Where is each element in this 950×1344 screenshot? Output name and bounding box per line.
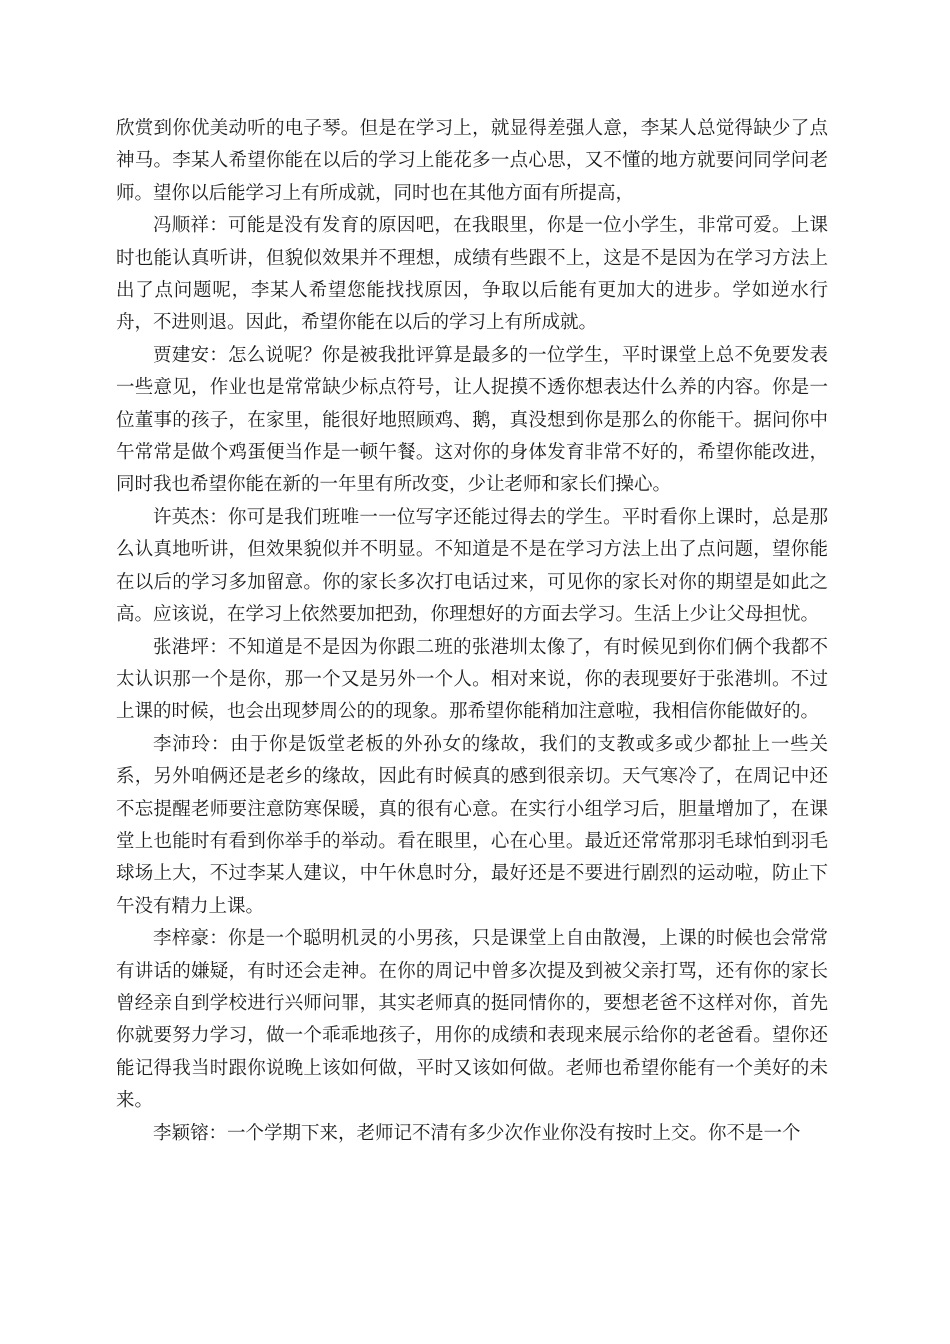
paragraph-feng-shunxiang: 冯顺祥：可能是没有发育的原因吧，在我眼里，你是一位小学生，非常可爱。上课时也能认真听讲，但貌似效果并不理想，成绩有些跟不上，这是不是因为在学习方法上出了点问题呢，李某人希望您能找找原因，争取以后能有更加大的进步。学如逆水行舟，不进则退。因此，希望你能在以后的学习上有所成就。	[116, 215, 828, 334]
paragraph-jia-jianan: 贾建安：怎么说呢？你是被我批评算是最多的一位学生，平时课堂上总不免要发表一些意见，作业也是常常缺少标点符号，让人捉摸不透你想表达什么养的内容。你是一位董事的孩子，在家里，能很好地照顾鸡、鹅，真没想到你是那么的你能干。据问你中午常常是做个鸡蛋便当作是一顿午餐。这对你的身体发育非常不好的，希望你能改进，同时我也希望你能在新的一年里有所改变，少让老师和家长们操心。	[116, 344, 828, 496]
paragraph-li-zihao: 李梓豪：你是一个聪明机灵的小男孩，只是课堂上自由散漫，上课的时候也会常常有讲话的嫌疑，有时还会走神。在你的周记中曾多次提及到被父亲打骂，还有你的家长曾经亲自到学校进行兴师问罪，其实老师真的挺同情你的，要想老爸不这样对你，首先你就要努力学习，做一个乖乖地孩子，用你的成绩和表现来展示给你的老爸看。望你还能记得我当时跟你说晚上该如何做，平时又该如何做。老师也希望你能有一个美好的未来。	[116, 928, 828, 1112]
paragraph-xu-yingjie: 许英杰：你可是我们班唯一一位写字还能过得去的学生。平时看你上课时，总是那么认真地听讲，但效果貌似并不明显。不知道是不是在学习方法上出了点问题，望你能在以后的学习多加留意。你的家长多次打电话过来，可见你的家长对你的期望是如此之高。应该说，在学习上依然要加把劲，你理想好的方面去学习。生活上少让父母担忧。	[116, 506, 828, 626]
document-body	[116, 113, 828, 1150]
paragraph-li-yingrong: 李颖镕：一个学期下来，老师记不清有多少次作业你没有按时上交。你不是一个	[153, 1122, 801, 1144]
paragraph-continuation: 欣赏到你优美动听的电子琴。但是在学习上，就显得差强人意，李某人总觉得缺少了点神马。李某人希望你能在以后的学习上能花多一点心思，又不懂的地方就要问同学问老师。望你以后能学习上有所成就，同时也在其他方面有所提高，	[116, 118, 828, 204]
paragraph-li-peiling: 李沛玲：由于你是饭堂老板的外孙女的缘故，我们的支教或多或少都扯上一些关系，另外咱俩还是老乡的缘故，因此有时候真的感到很亲切。天气寒冷了，在周记中还不忘提醒老师要注意防寒保暖，真的很有心意。在实行小组学习后，胆量增加了，在课堂上也能时有看到你举手的举动。看在眼里，心在心里。最近还常常那羽毛球怕到羽毛球场上大，不过李某人建议，中午休息时分，最好还是不要进行剧烈的运动啦，防止下午没有精力上课。	[116, 733, 828, 917]
paragraph-zhang-gangping: 张港坪：不知道是不是因为你跟二班的张港圳太像了，有时候见到你们俩个我都不太认识那一个是你，那一个又是另外一个人。相对来说，你的表现要好于张港圳。不过上课的时候，也会出现梦周公的的现象。那希望你能稍加注意啦，我相信你能做好的。	[116, 636, 828, 723]
